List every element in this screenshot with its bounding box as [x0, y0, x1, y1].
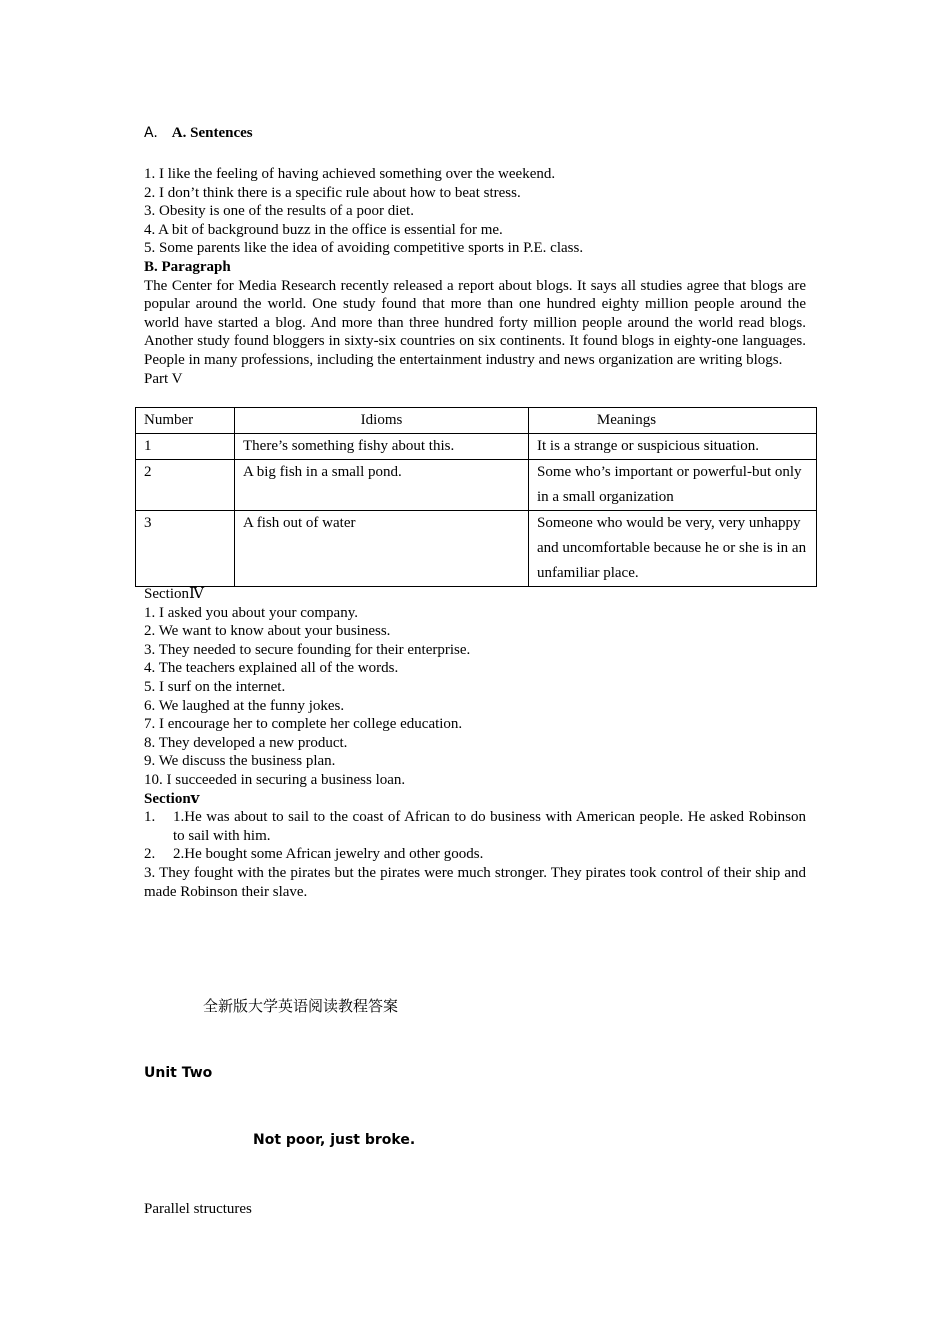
section-a-b-block [144, 165, 806, 388]
section-iv-title: SectionⅣ [144, 586, 204, 602]
sentence-item: 8. They developed a new product. [144, 734, 348, 751]
table-row [136, 460, 817, 511]
table-cell: A fish out of water [235, 511, 529, 587]
list-item: 3. They fought with the pirates but the pirates were much stronger. They pirates took control of their ship and made Robinson their slave. [144, 864, 806, 900]
list-item-number: 1. [144, 809, 156, 826]
section-a-prefix: A. [144, 125, 158, 141]
section-b-title: B. Paragraph [144, 258, 231, 275]
sentence-item: 4. The teachers explained all of the words. [144, 660, 399, 677]
table-row [136, 511, 817, 587]
table-cell: It is a strange or suspicious situation. [529, 434, 817, 460]
sentence-item: 1. I like the feeling of having achieved something over the weekend. [144, 166, 556, 182]
topic-title: Parallel structures [144, 1201, 252, 1217]
table-row [136, 434, 817, 460]
section-a-title [144, 124, 253, 143]
table-cell: 2 [136, 460, 235, 511]
sentence-item: 3. They needed to secure founding for their enterprise. [144, 641, 471, 658]
unit-title: Unit Two [144, 1065, 213, 1081]
sentence-item: 6. We laughed at the funny jokes. [144, 697, 345, 714]
section-a-title-text: A. Sentences [171, 125, 253, 141]
sentence-item: 9. We discuss the business plan. [144, 753, 336, 770]
table-cell: 3 [136, 511, 235, 587]
sentence-item: 2. We want to know about your business. [144, 623, 391, 640]
table-cell: A big fish in a small pond. [235, 460, 529, 511]
list-item-text: 2.He bought some African jewelry and other goods. [173, 846, 484, 863]
list-item [144, 808, 806, 845]
table-cell: Someone who would be very, very unhappy and uncomfortable because he or she is in an unfamiliar place. [529, 511, 817, 587]
sentence-item: 3. Obesity is one of the results of a poor diet. [144, 203, 414, 220]
table-header-row [136, 408, 817, 434]
list-item-number: 2. [144, 846, 156, 863]
table-cell: There’s something fishy about this. [235, 434, 529, 460]
sentence-item: 10. I succeeded in securing a business loan. [144, 771, 406, 788]
section-v-title: Sectionⅴ [144, 790, 200, 807]
table-header-cell: Idioms [235, 408, 529, 434]
table-cell: Some who’s important or powerful-but only in a small organization [529, 460, 817, 511]
list-item [144, 845, 806, 864]
lesson-title: Not poor, just broke. [253, 1132, 416, 1148]
book-title: 全新版大学英语阅读教程答案 [203, 997, 399, 1015]
part-v-title: Part V [144, 370, 183, 387]
sentence-item: 5. I surf on the internet. [144, 678, 286, 695]
section-b-paragraph: The Center for Media Research recently released a report about blogs. It says all studies agree that blogs are popular around the world. One study found that more than one hundred eighty million people around the world have started a blog. And more than three hundred forty million people around the world read blogs. Another study found bloggers in sixty-six countries on six continents. It found blogs in eighty-one languages. People in many professions, including the entertainment industry and news organization are writing blogs. [144, 277, 806, 368]
table-header-cell: Number [136, 408, 235, 434]
sentence-item: 1. I asked you about your company. [144, 604, 358, 621]
idioms-table [135, 407, 817, 587]
table-cell: 1 [136, 434, 235, 460]
section-iv-v-block [144, 585, 806, 901]
table-header-cell: Meanings [529, 408, 817, 434]
list-item-text: 1.He was about to sail to the coast of African to do business with American people. He asked Robinson to sail with him. [173, 809, 806, 844]
sentence-item: 7. I encourage her to complete her college education. [144, 716, 463, 733]
sentence-item: 4. A bit of background buzz in the office is essential for me. [144, 221, 503, 238]
sentence-item: 5. Some parents like the idea of avoiding competitive sports in P.E. class. [144, 240, 584, 257]
sentence-item: 2. I don’t think there is a specific rule about how to beat stress. [144, 184, 521, 201]
